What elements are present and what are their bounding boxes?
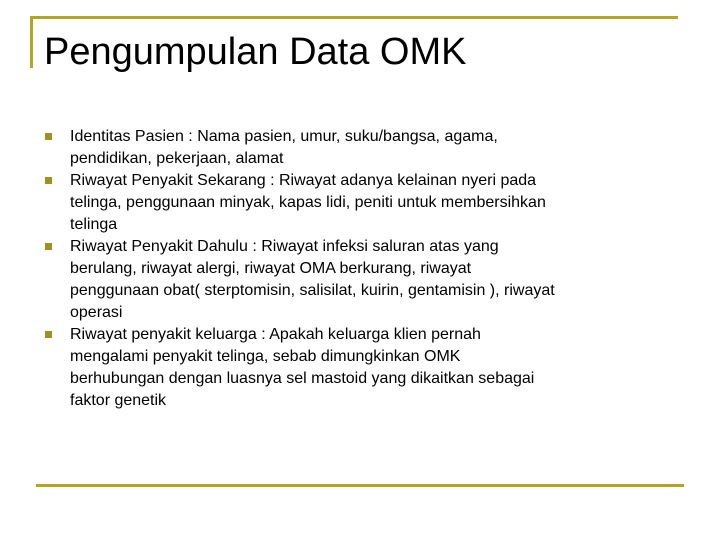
bullet-line: faktor genetik xyxy=(70,392,167,409)
bullet-item-riwayat-sekarang xyxy=(44,170,684,236)
square-bullet-icon xyxy=(45,243,52,250)
bullet-line: telinga xyxy=(70,216,118,233)
square-bullet-icon xyxy=(45,133,52,140)
bullet-list xyxy=(44,126,684,412)
bullet-line: pendidikan, pekerjaan, alamat xyxy=(70,150,284,167)
slide-title: Pengumpulan Data OMK xyxy=(44,31,467,73)
bullet-line: Riwayat Penyakit Dahulu : Riwayat infeksi saluran atas yang xyxy=(70,238,499,255)
bullet-line: operasi xyxy=(70,304,123,321)
bullet-line: telinga, penggunaan minyak, kapas lidi, peniti untuk membersihkan xyxy=(70,194,546,211)
square-bullet-icon xyxy=(45,177,52,184)
frame-bottom-rule xyxy=(36,484,684,487)
frame-left-rule xyxy=(30,16,33,68)
frame-top-rule xyxy=(30,16,678,19)
bullet-line: Identitas Pasien : Nama pasien, umur, suku/bangsa, agama, xyxy=(70,128,498,145)
bullet-item-identitas xyxy=(44,126,684,170)
bullet-line: Riwayat penyakit keluarga : Apakah keluarga klien pernah xyxy=(70,326,481,343)
bullet-line: penggunaan obat( sterptomisin, salisilat, kuirin, gentamisin ), riwayat xyxy=(70,282,555,299)
square-bullet-icon xyxy=(45,331,52,338)
bullet-line: mengalami penyakit telinga, sebab dimungkinkan OMK xyxy=(70,348,461,365)
bullet-item-riwayat-dahulu xyxy=(44,236,684,324)
bullet-item-riwayat-keluarga xyxy=(44,324,684,412)
bullet-line: Riwayat Penyakit Sekarang : Riwayat adanya kelainan nyeri pada xyxy=(70,172,537,189)
bullet-line: berulang, riwayat alergi, riwayat OMA berkurang, riwayat xyxy=(70,260,472,277)
bullet-line: berhubungan dengan luasnya sel mastoid yang dikaitkan sebagai xyxy=(70,370,535,387)
